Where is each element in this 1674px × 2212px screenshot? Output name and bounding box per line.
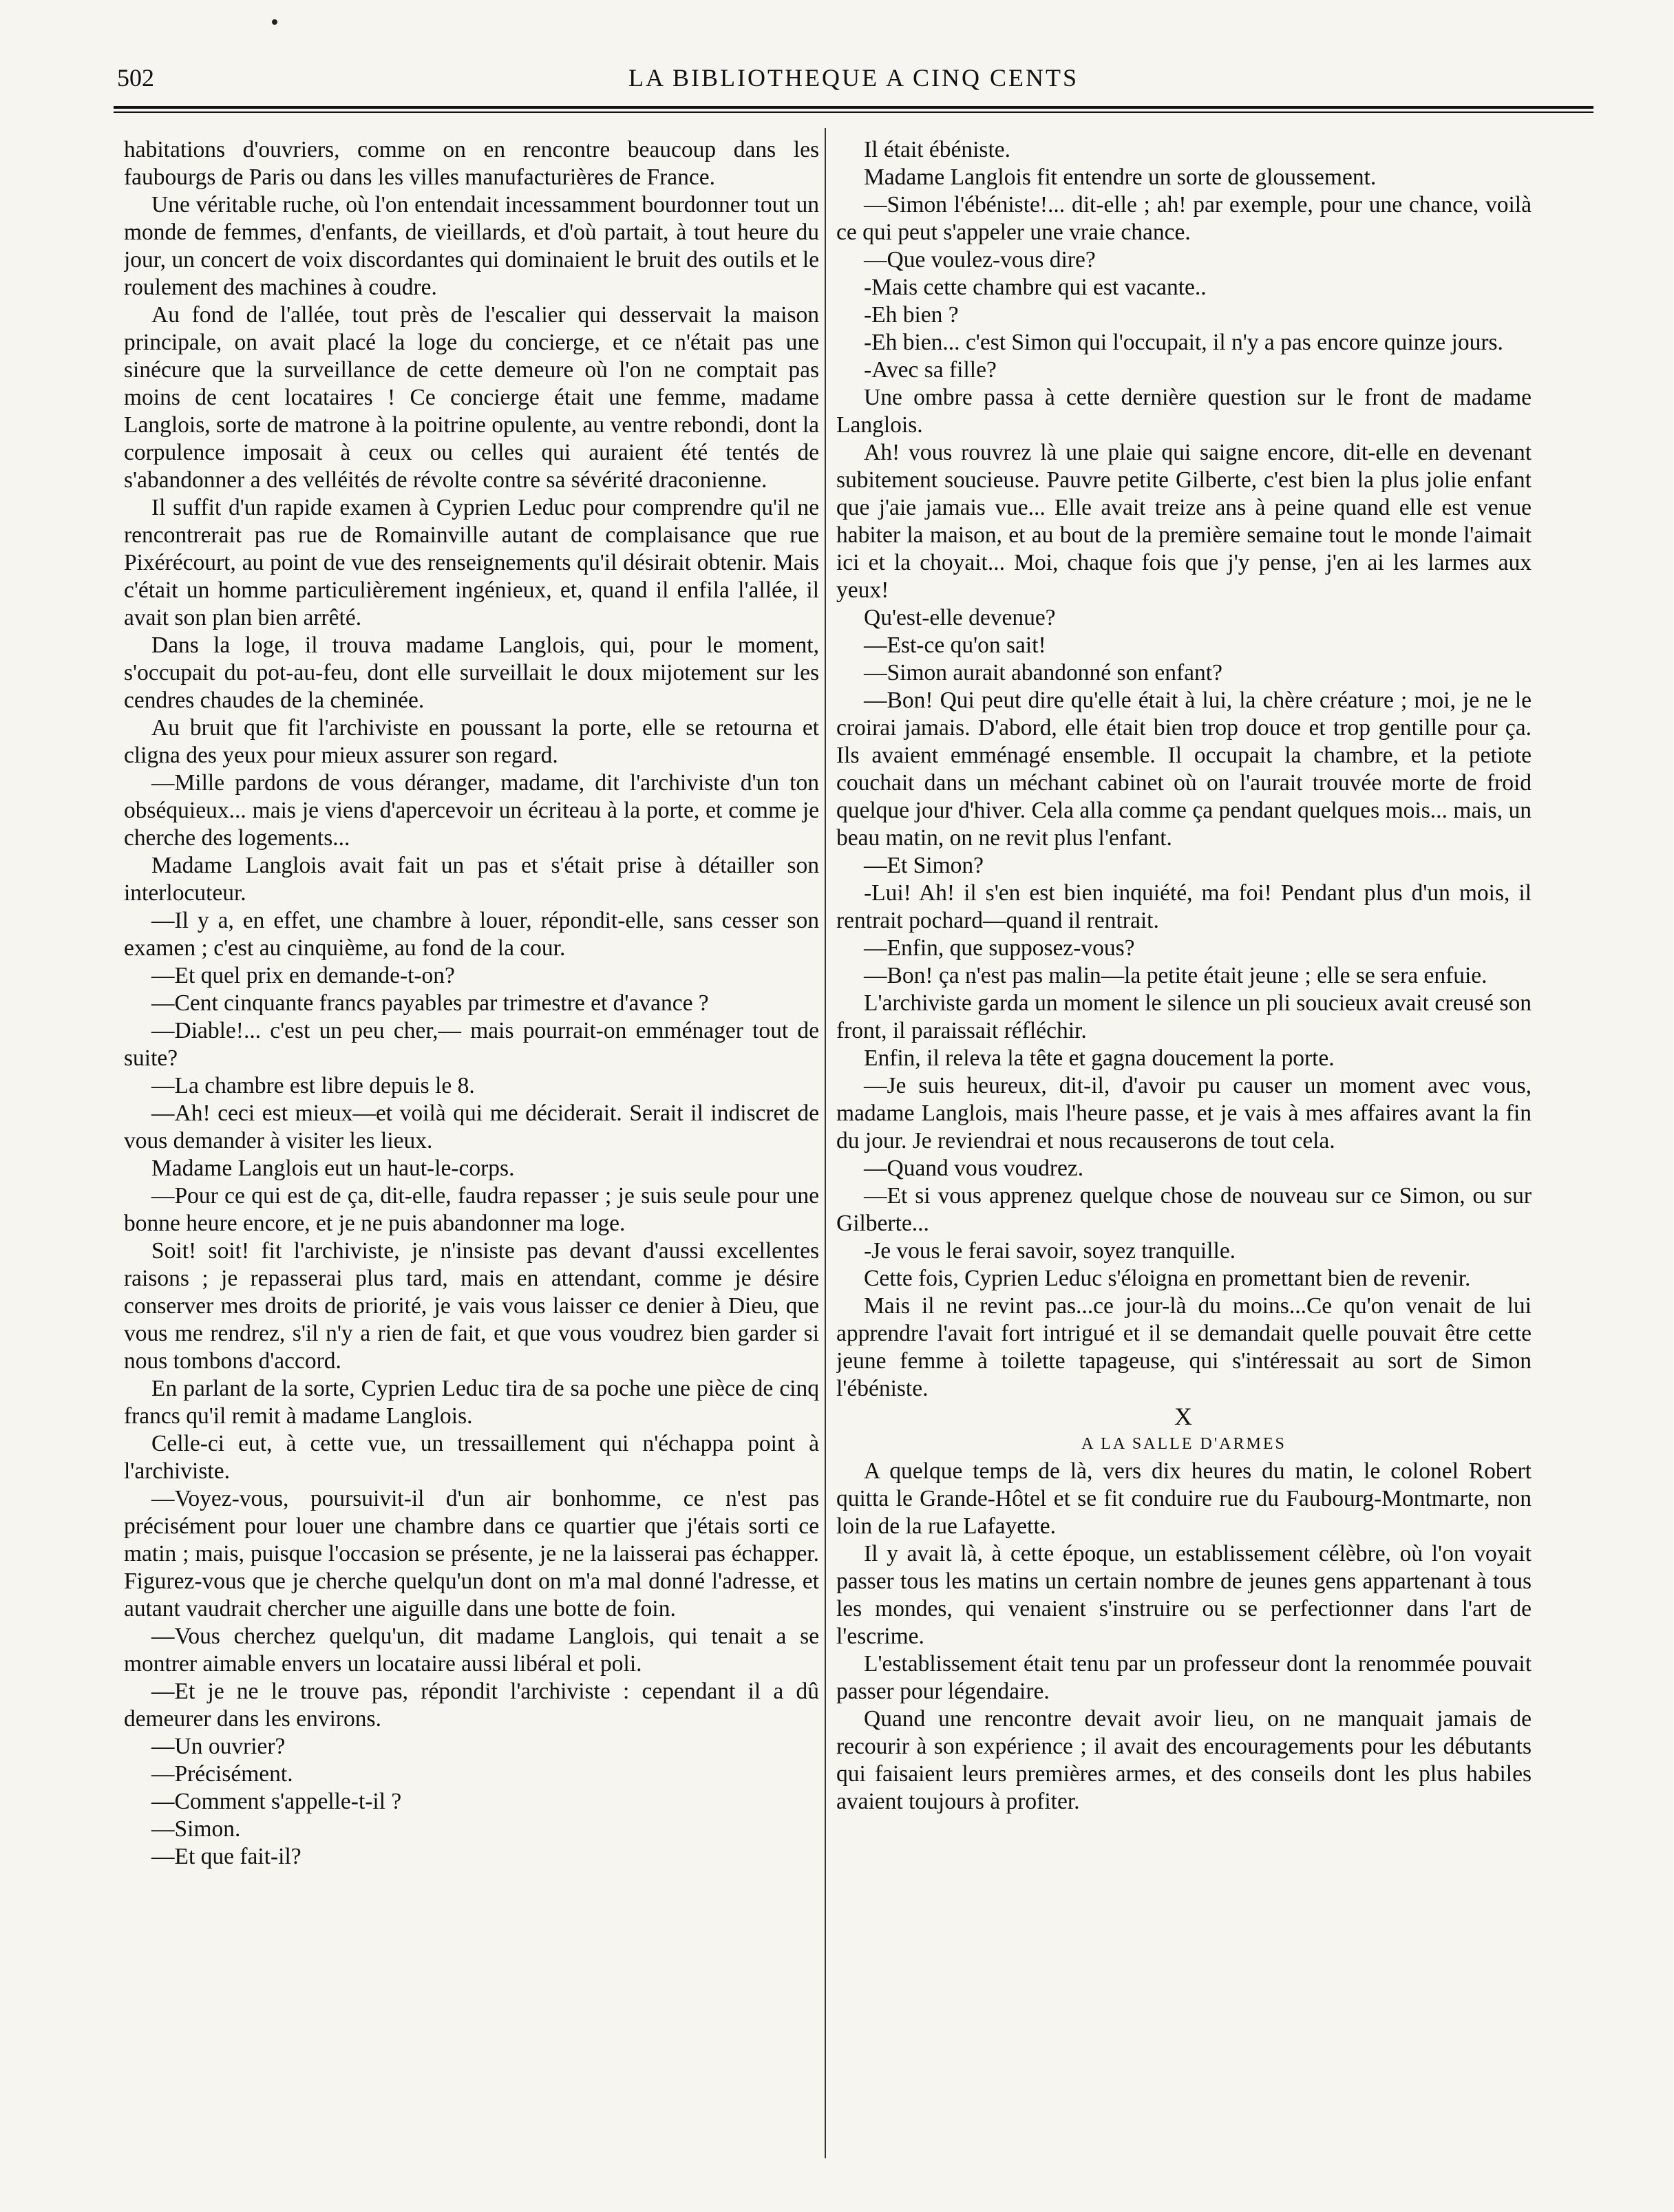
paragraph: —Est-ce qu'on sait! <box>864 632 1046 658</box>
chapter-body <box>836 1458 1532 1816</box>
paragraph: —Simon aurait abandonné son enfant? <box>864 660 1222 685</box>
paragraph: -Je vous le ferai savoir, soyez tranquille. <box>864 1238 1236 1264</box>
paragraph: Cette fois, Cyprien Leduc s'éloigna en promettant bien de revenir. <box>864 1266 1471 1291</box>
paragraph: —Précisément. <box>151 1761 293 1787</box>
paragraph: —Et Simon? <box>864 853 984 878</box>
paragraph: A quelque temps de là, vers dix heures du matin, le colonel Robert quitta le Grande-Hôtel et se fit conduire rue du Faubourg-Montmarte, non loin de la rue Lafayette. <box>836 1458 1532 1539</box>
paragraph: —Simon l'ébéniste!... dit-elle ; ah! par exemple, pour une chance, voilà ce qui peut s'appeler une vraie chance. <box>836 192 1532 245</box>
chapter-title: A LA SALLE D'ARMES <box>1081 1435 1286 1453</box>
paragraph: Qu'est-elle devenue? <box>864 605 1056 630</box>
paragraph: Celle-ci eut, à cette vue, un tressaillement qui n'échappa point à l'archiviste. <box>124 1431 819 1484</box>
paragraph: Madame Langlois fit entendre un sorte de gloussement. <box>864 164 1377 190</box>
page-number: 502 <box>117 64 154 92</box>
paragraph: —Bon! Qui peut dire qu'elle était à lui, la chère créature ; moi, je ne le croirai jamais. D'abord, elle était bien trop douce et trop gentille pour ça. Ils avaient emménagé ensemble. Il occupait la chambre, et la petiote couchait dans un méchant cabinet où on l'aurait trouvée morte de froid quelque jour d'hiver. Cela alla comme ça pendant quelques mois... mais, un beau matin, on ne revit plus l'enfant. <box>836 688 1532 851</box>
paragraph: Au fond de l'allée, tout près de l'escalier qui desservait la maison principale, on avait placé la loge du concierge, et ce n'était pas une sinécure que la surveillance de cette demeure où l'on ne comptait pas moins de cent locataires ! Ce concierge était une femme, madame Langlois, sorte de matrone à la poitrine opulente, au ventre rebondi, dont la corpulence imposait à ceux ou celles qui auraient été tentés de s'abandonner a des velléités de révolte contre sa sévérité draconienne. <box>124 302 819 493</box>
paragraph: Au bruit que fit l'archiviste en poussant la porte, elle se retourna et cligna des yeux pour mieux assurer son regard. <box>124 715 819 768</box>
paragraph: -Lui! Ah! il s'en est bien inquiété, ma foi! Pendant plus d'un mois, il rentrait pochard—quand il rentrait. <box>836 880 1532 933</box>
paragraph: Dans la loge, il trouva madame Langlois, qui, pour le moment, s'occupait du pot-au-feu, dont elle surveillait le doux mijotement sur les cendres chaudes de la cheminée. <box>124 632 819 713</box>
paragraph: —Pour ce qui est de ça, dit-elle, faudra repasser ; je suis seule pour une bonne heure encore, et je ne puis abandonner ma loge. <box>124 1183 819 1236</box>
paragraph: —Bon! ça n'est pas malin—la petite était jeune ; elle se sera enfuie. <box>864 963 1487 988</box>
paragraph: —Vous cherchez quelqu'un, dit madame Langlois, qui tenait a se montrer aimable envers un locataire aussi libéral et poli. <box>124 1624 819 1677</box>
paragraph: Madame Langlois eut un haut-le-corps. <box>151 1156 515 1181</box>
paragraph: —Ah! ceci est mieux—et voilà qui me déciderait. Serait il indiscret de vous demander à visiter les lieux. <box>124 1100 819 1153</box>
paragraph: —Voyez-vous, poursuivit-il d'un air bonhomme, ce n'est pas précisément pour louer une chambre dans ce quartier que j'étais sorti ce matin ; mais, puisque l'occasion se présente, je ne la laisserai pas échapper. Figurez-vous que je cherche quelqu'un dont on m'a mal donné l'adresse, et autant vaudrait chercher une aiguille dans une botte de foin. <box>124 1486 819 1621</box>
running-title: LA BIBLIOTHEQUE A CINQ CENTS <box>628 64 1079 92</box>
paragraph: —Mille pardons de vous déranger, madame, dit l'archiviste d'un ton obséquieux... mais je viens d'apercevoir un écriteau à la porte, et comme je cherche des logements... <box>124 770 819 851</box>
paragraph: —Un ouvrier? <box>151 1734 286 1759</box>
paragraph: -Eh bien ? <box>864 302 959 328</box>
paragraph: —Quand vous voudrez. <box>864 1156 1084 1181</box>
paragraph: —Simon. <box>151 1816 241 1842</box>
paragraph: Mais il ne revint pas...ce jour-là du moins...Ce qu'on venait de lui apprendre l'avait fort intrigué et il se demandait quelle pouvait être cette jeune femme à toilette tapageuse, qui s'intéressait au sort de Simon l'ébéniste. <box>836 1293 1532 1401</box>
paragraph: —Et je ne le trouve pas, répondit l'archiviste : cependant il a dû demeurer dans les environs. <box>124 1679 819 1732</box>
paragraph: —Que voulez-vous dire? <box>864 247 1096 273</box>
paragraph: —Et quel prix en demande-t-on? <box>151 963 455 988</box>
paragraph: Il suffit d'un rapide examen à Cyprien Leduc pour comprendre qu'il ne rencontrerait pas rue de Romainville autant de complaisance que rue Pixérécourt, au point de vue des renseignements qu'il désirait obtenir. Mais c'était un homme particulièrement ingénieux, et, quand il enfila l'allée, il avait son plan bien arrêté. <box>124 495 819 630</box>
paragraph: habitations d'ouvriers, comme on en rencontre beaucoup dans les faubourgs de Paris ou dans les villes manufacturières de France. <box>124 137 819 190</box>
right-column-text <box>836 136 1532 1403</box>
paragraph: Enfin, il releva la tête et gagna doucement la porte. <box>864 1045 1335 1071</box>
paragraph: —Je suis heureux, dit-il, d'avoir pu causer un moment avec vous, madame Langlois, mais l'heure passe, et je vais à mes affaires avant la fin du jour. Je reviendrai et nous recauserons de tout cela. <box>836 1073 1532 1153</box>
header-rule-thick <box>114 106 1593 109</box>
paragraph: —Comment s'appelle-t-il ? <box>151 1789 402 1814</box>
paragraph: —Diable!... c'est un peu cher,— mais pourrait-on emménager tout de suite? <box>124 1018 819 1071</box>
paragraph: -Avec sa fille? <box>864 357 997 383</box>
paragraph: Une ombre passa à cette dernière question sur le front de madame Langlois. <box>836 385 1532 438</box>
paragraph: Madame Langlois avait fait un pas et s'était prise à détailler son interlocuteur. <box>124 853 819 906</box>
paragraph: —Cent cinquante francs payables par trimestre et d'avance ? <box>151 990 709 1016</box>
paragraph: Ah! vous rouvrez là une plaie qui saigne encore, dit-elle en devenant subitement soucieuse. Pauvre petite Gilberte, c'est bien la plus jolie enfant que j'aie jamais vue... Elle avait treize ans à peine quand elle est venue habiter la maison, et au bout de la première semaine tout le monde l'aimait ici et la choyait... Moi, chaque fois que j'y pense, j'en ai les larmes aux yeux! <box>836 440 1532 603</box>
left-column <box>124 136 819 2160</box>
paragraph: Une véritable ruche, où l'on entendait incessamment bourdonner tout un monde de femmes, d'enfants, de vieillards, et d'où partait, à tout heure du jour, un concert de voix discordantes qui dominaient le bruit des outils et le roulement des machines à coudre. <box>124 192 819 300</box>
paragraph: —Et si vous apprenez quelque chose de nouveau sur ce Simon, ou sur Gilberte... <box>836 1183 1532 1236</box>
paragraph: Quand une rencontre devait avoir lieu, on ne manquait jamais de recourir à son expérience ; il avait des encouragements pour les débutants qui faisaient leurs premières armes, et des conseils dont les plus habiles avaient toujours à profiter. <box>836 1706 1532 1814</box>
paragraph: -Mais cette chambre qui est vacante.. <box>864 275 1207 300</box>
paragraph: —Enfin, que supposez-vous? <box>864 935 1135 961</box>
paragraph: Il était ébéniste. <box>864 137 1011 162</box>
column-divider <box>825 128 826 2158</box>
chapter-number: X <box>1174 1403 1194 1430</box>
paragraph: En parlant de la sorte, Cyprien Leduc tira de sa poche une pièce de cinq francs qu'il remit à madame Langlois. <box>124 1376 819 1429</box>
right-column <box>836 136 1532 2160</box>
paragraph: Soit! soit! fit l'archiviste, je n'insiste pas devant d'aussi excellentes raisons ; je repasserai plus tard, mais en attendant, comme je désire conserver mes droits de priorité, je vais vous laisser ce denier à Dieu, que vous me rendrez, s'il n'y a rien de fait, et que vous voudrez bien garder si nous tombons d'accord. <box>124 1238 819 1374</box>
header-rule-thin <box>114 111 1593 113</box>
paragraph: —Et que fait-il? <box>151 1844 301 1869</box>
page-header <box>117 61 1590 102</box>
paragraph: -Eh bien... c'est Simon qui l'occupait, il n'y a pas encore quinze jours. <box>864 330 1503 355</box>
paragraph: —Il y a, en effet, une chambre à louer, répondit-elle, sans cesser son examen ; c'est au cinquième, au fond de la cour. <box>124 908 819 961</box>
paragraph: —La chambre est libre depuis le 8. <box>151 1073 475 1098</box>
paragraph: Il y avait là, à cette époque, un establissement célèbre, où l'on voyait passer tous les matins un certain nombre de jeunes gens appartenant à tous les mondes, qui venaient s'instruire ou se perfectionner dans l'art de l'escrime. <box>836 1541 1532 1649</box>
paragraph: L'establissement était tenu par un professeur dont la renommée pouvait passer pour légendaire. <box>836 1651 1532 1704</box>
ink-speck <box>272 19 277 25</box>
paragraph: L'archiviste garda un moment le silence un pli soucieux avait creusé son front, il paraissait réfléchir. <box>836 990 1532 1043</box>
